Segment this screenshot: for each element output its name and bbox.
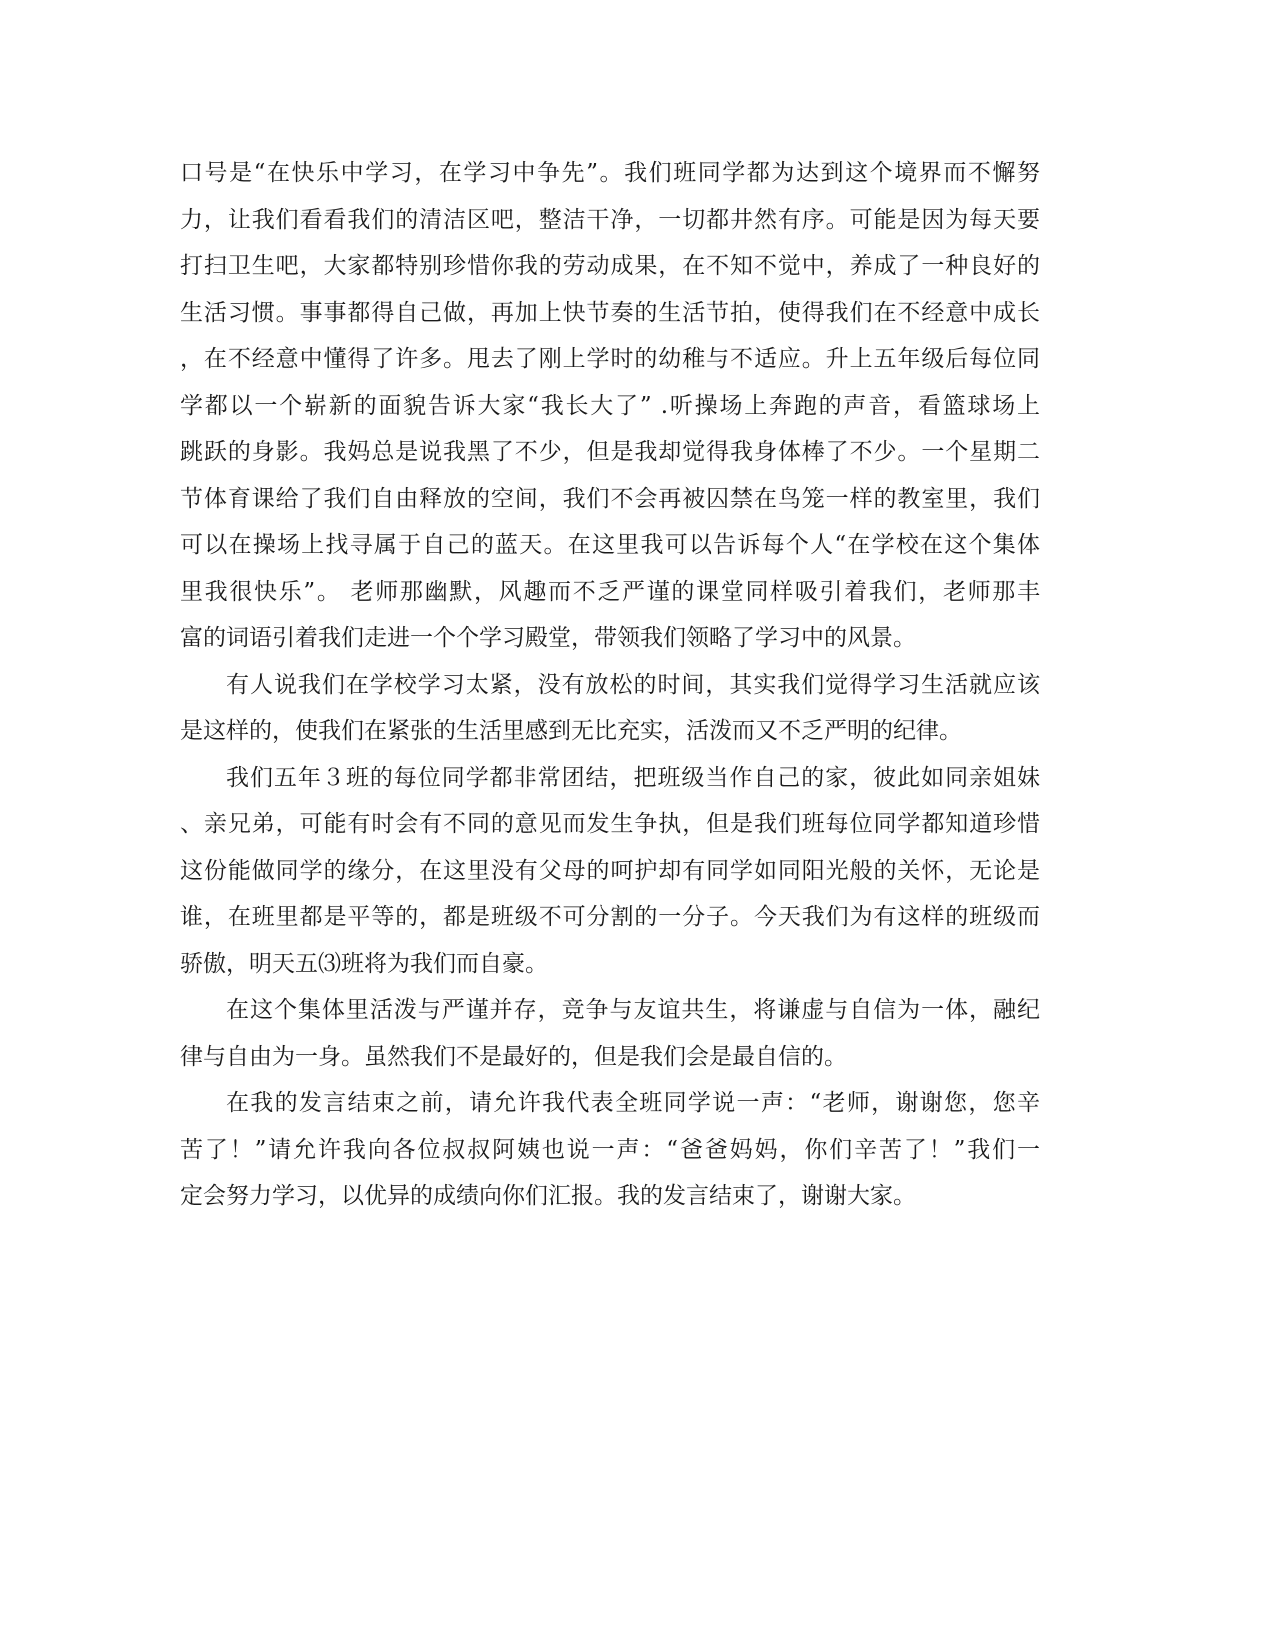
- text-line: 富的词语引着我们走进一个个学习殿堂，带领我们领略了学习中的风景。: [180, 625, 916, 651]
- text-line: 我们五年３班的每位同学都非常团结，把班级当作自己的家，彼此如同亲姐妹: [226, 764, 1040, 791]
- text-line: 里我很快乐”。 老师那幽默，风趣而不乏严谨的课堂同样吸引着我们，老师那丰: [180, 578, 1040, 605]
- text-line: 律与自由为一身。虽然我们不是最好的，但是我们会是最自信的。: [180, 1043, 847, 1070]
- text-line: 打扫卫生吧，大家都特别珍惜你我的劳动成果，在不知不觉中，养成了一种良好的: [180, 253, 1040, 279]
- text-line: 谁，在班里都是平等的，都是班级不可分割的一分子。今天我们为有这样的班级而: [180, 904, 1040, 930]
- text-line: 在这个集体里活泼与严谨并存，竞争与友谊共生，将谦虚与自信为一体，融纪: [226, 997, 1040, 1023]
- text-line: 节体育课给了我们自由释放的空间，我们不会再被囚禁在鸟笼一样的教室里，我们: [180, 485, 1040, 512]
- text-line: 学都以一个崭新的面貌告诉大家“我长大了” .听操场上奔跑的声音，看篮球场上: [180, 392, 1040, 419]
- text-line: 、亲兄弟，可能有时会有不同的意见而发生争执，但是我们班每位同学都知道珍惜: [180, 811, 1040, 837]
- text-line: ，在不经意中懂得了许多。甩去了刚上学时的幼稚与不适应。升上五年级后每位同: [180, 346, 1040, 372]
- text-line: 定会努力学习，以优异的成绩向你们汇报。我的发言结束了，谢谢大家。: [180, 1183, 916, 1209]
- text-line: 有人说我们在学校学习太紧，没有放松的时间，其实我们觉得学习生活就应该: [226, 671, 1040, 698]
- text-line: 骄傲，明天五⑶班将为我们而自豪。: [180, 950, 548, 977]
- text-line: 力，让我们看看我们的清洁区吧，整洁干净，一切都井然有序。可能是因为每天要: [180, 206, 1040, 233]
- text-line: 苦了！”请允许我向各位叔叔阿姨也说一声：“爸爸妈妈，你们辛苦了！”我们一: [180, 1136, 1040, 1163]
- text-line: 生活习惯。事事都得自己做，再加上快节奏的生活节拍，使得我们在不经意中成长: [180, 299, 1040, 326]
- text-line: 跳跃的身影。我妈总是说我黑了不少，但是我却觉得我身体棒了不少。一个星期二: [180, 439, 1040, 465]
- document-body: [180, 150, 1040, 1220]
- text-line: 在我的发言结束之前，请允许我代表全班同学说一声：“老师，谢谢您，您辛: [226, 1090, 1040, 1116]
- text-line: 可以在操场上找寻属于自己的蓝天。在这里我可以告诉每个人“在学校在这个集体: [180, 532, 1040, 558]
- text-line: 口号是“在快乐中学习，在学习中争先”。我们班同学都为达到这个境界而不懈努: [180, 160, 1040, 186]
- text-line: 这份能做同学的缘分，在这里没有父母的呵护却有同学如同阳光般的关怀，无论是: [180, 857, 1040, 884]
- text-line: 是这样的，使我们在紧张的生活里感到无比充实，活泼而又不乏严明的纪律。: [180, 718, 962, 744]
